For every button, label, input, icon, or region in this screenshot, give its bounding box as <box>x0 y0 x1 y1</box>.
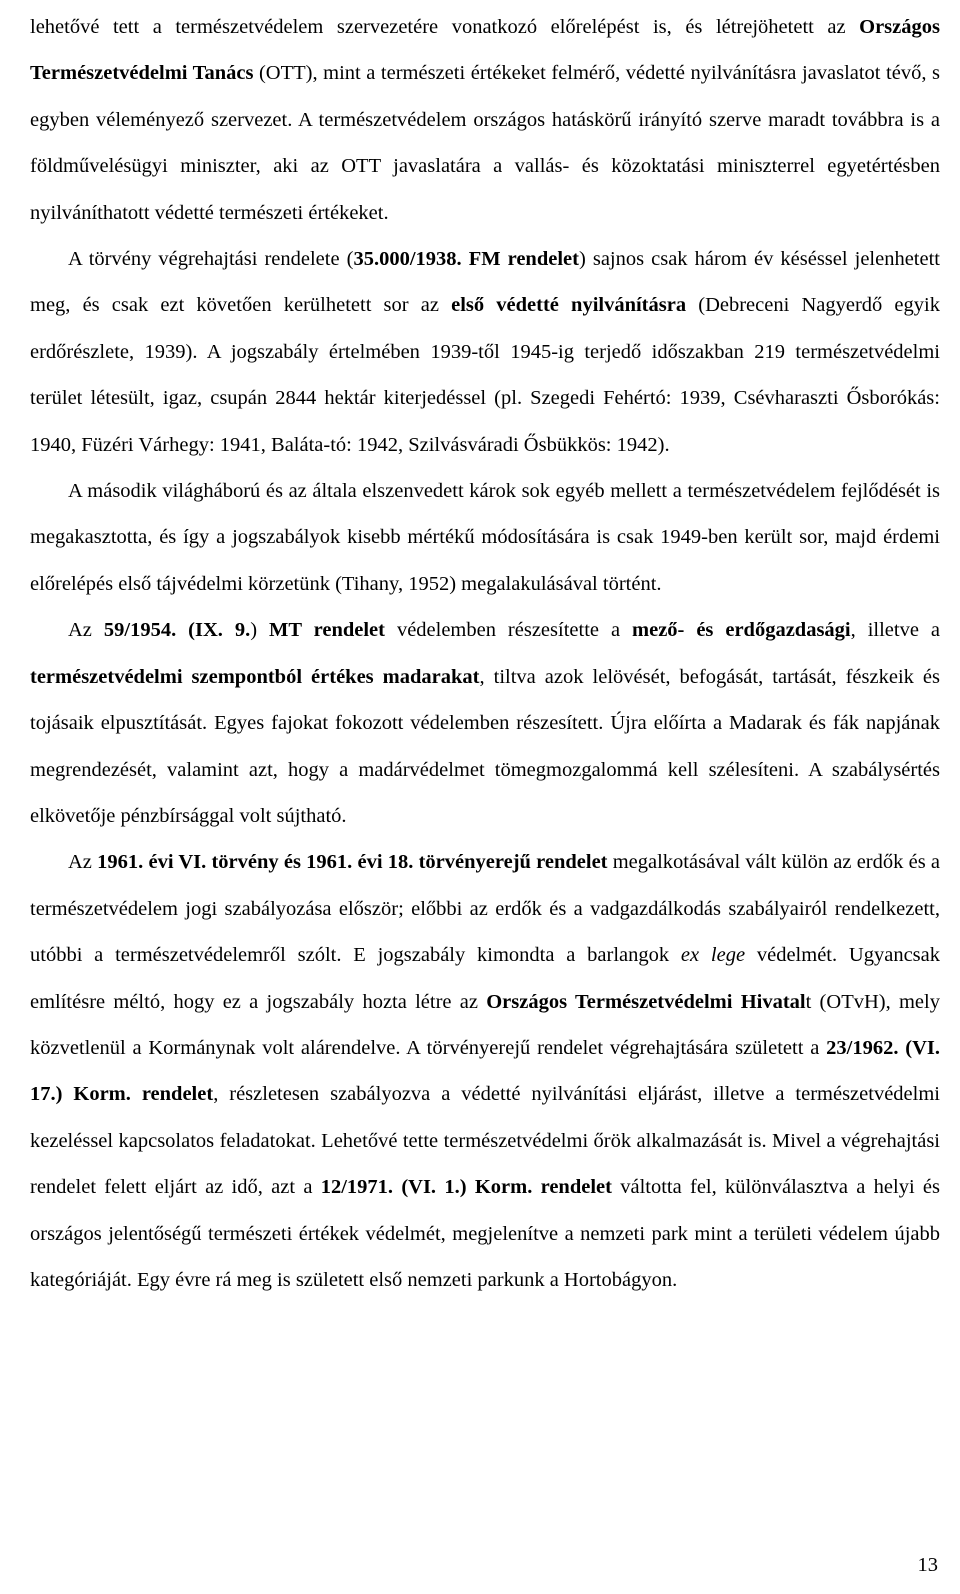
text-run: A törvény végrehajtási rendelete ( <box>68 248 354 271</box>
paragraph <box>30 468 940 607</box>
text-run: (Debreceni Nagyerdő egyik erdőrészlete, 1939). A jogszabály értelmében 1939-től 1945-ig terjedő időszakban 219 természetvédelmi terület létesült, igaz, csupán 2844 hektár kiterjedéssel (pl. Szegedi Fehértó: 1939, Csévharaszti Ősborókás: 1940, Füzéri Várhegy: 1941, Baláta-tó: 1942, Szilvásváradi Ősbükkös: 1942). <box>30 294 940 456</box>
body-text <box>30 4 940 1303</box>
text-run: , tiltva azok lelövését, befogását, tartását, fészkeik és tojásaik elpusztítását. Egyes fajokat fokozott védelemben részesített. Újra előírta a Madarak és fák napjának megrendezését, valamint azt, hogy a madárvédelmet tömegmozgalommá kell szélesíteni. A szabálysértés elkövetője pénzbírsággal volt sújtható. <box>30 665 940 827</box>
bold-text: 23/1962. (VI. 17.) Korm. rendelet <box>30 1036 940 1106</box>
paragraph <box>30 236 940 468</box>
text-run: védelmét. Ugyancsak említésre méltó, hogy ez a jogszabály hozta létre az <box>30 944 940 1013</box>
text-run: (OTT), mint a természeti értékeket felmérő, védetté nyilvánításra javaslatot tévő, s egyben véleményező szervezet. A természetvédelem országos hatáskörű irányító szerve maradt továbbra is a földművelésügyi miniszter, aki az OTT javaslatára a vallás- és közoktatási miniszterrel egyetértésben nyilváníthatott védetté természeti értékeket. <box>30 62 940 224</box>
text-run: , részletesen szabályozva a védetté nyilvánítási eljárást, illetve a természetvédelmi kezeléssel kapcsolatos feladatokat. Lehetővé tette természetvédelmi őrök alkalmazását is. Mivel a végrehajtási rendelet felett eljárt az idő, azt a <box>30 1083 940 1199</box>
paragraph <box>30 839 940 1303</box>
text-run: ) <box>250 619 270 642</box>
bold-text: 35.000/1938. FM rendelet <box>353 248 579 271</box>
bold-text: első védetté nyilvánításra <box>451 294 687 317</box>
text-run: megalkotásával vált külön az erdők és a természetvédelem jogi szabályozása először; előbbi az erdők és a vadgazdálkodás szabályairól rendelkezett, utóbbi a természetvédelemről szólt. E jogszabály kimondta a barlangok <box>30 851 940 967</box>
italic-text: ex lege <box>680 944 746 967</box>
bold-text: 12/1971. (VI. 1.) Korm. rendelet <box>320 1176 612 1199</box>
text-run: A második világháború és az általa elszenvedett károk sok egyéb mellett a természetvédelem fejlődését is megakasztotta, és így a jogszabályok kisebb mértékű módosítására is csak 1949-ben került sor, majd érdemi előrelépés első tájvédelmi körzetünk (Tihany, 1952) megalakulásával történt. <box>30 480 940 595</box>
paragraph <box>30 607 940 839</box>
text-run: t (OTvH), mely közvetlenül a Kormánynak volt alárendelve. A törvényerejű rendelet végrehajtására született a <box>30 990 940 1059</box>
bold-text: 59/1954. (IX. 9. <box>103 619 251 642</box>
bold-text: Országos Természetvédelmi Tanács <box>30 16 940 85</box>
text-run: Az <box>68 619 104 642</box>
paragraph <box>30 4 940 236</box>
text-run: védelemben részesítette a <box>384 619 633 642</box>
bold-text: Országos Természetvédelmi Hivatal <box>486 990 806 1013</box>
text-run: , illetve a <box>850 619 941 642</box>
bold-text: 1961. évi VI. törvény és 1961. évi 18. törvényerejű rendelet <box>97 851 608 874</box>
bold-text: MT rendelet <box>269 619 385 642</box>
bold-text: mező- és erdőgazdasági <box>632 619 851 642</box>
text-run: váltotta fel, különválasztva a helyi és országos jelentőségű természeti értékek védelmét, megjelenítve a nemzeti park mint a területi védelem újabb kategóriáját. Egy évre rá meg is született első nemzeti parkunk a Hortobágyon. <box>30 1176 940 1291</box>
text-run: ) sajnos csak három év késéssel jelenhetett meg, és csak ezt követően kerülhetett sor az <box>30 248 940 317</box>
bold-text: természetvédelmi szempontból értékes madarakat <box>30 665 480 688</box>
page-number: 13 <box>917 1554 938 1576</box>
text-run: Az <box>68 851 98 874</box>
text-run: lehetővé tett a természetvédelem szervezetére vonatkozó előrelépést is, és létrejöhetett az <box>30 16 860 38</box>
